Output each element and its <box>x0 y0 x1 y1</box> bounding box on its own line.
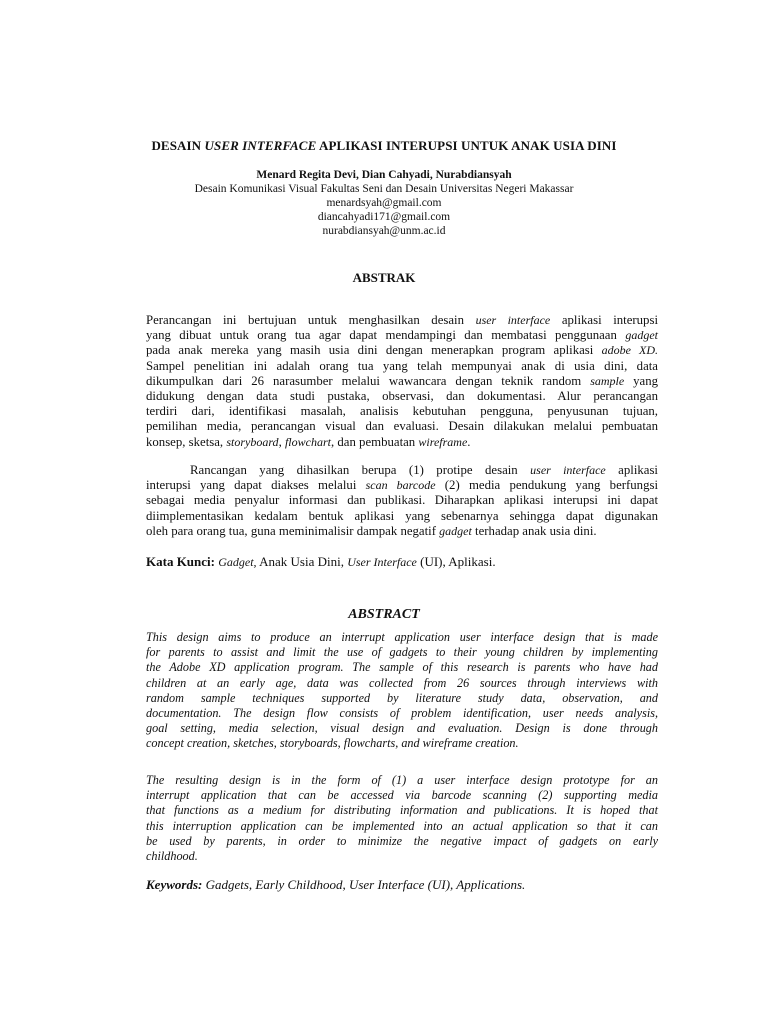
keywords: Keywords: Gadgets, Early Childhood, User Interface (UI), Applications. <box>146 877 526 892</box>
abstrak-heading: ABSTRAK <box>352 270 416 285</box>
abstract-paragraph-1: This design aims to produce an interrupt application user interface design that is made for parents to assist and limit the use of gadgets to their young children by implementing the Adobe XD application program. The sample of this research is parents who have had children at an early age, data was collected from 26 sources through interviews with random sample techniques supported by literature study data, observation, and documentation. The design flow consists of problem identification, user needs analysis, goal setting, media selection, visual design and evaluation. Design is done through concept creation, sketches, storyboards, flowcharts, and wireframe creation. <box>146 630 658 751</box>
abstract-heading: ABSTRACT <box>348 607 420 622</box>
abstract-paragraph-2: The resulting design is in the form of (1) a user interface design prototype for an interrupt application that can be accessed via barcode scanning (2) supporting media that functions as a medium for distributing information and publications. It is hoped that this interruption application can be implemented into an actual application so that it can be used by parents, in order to minimize the negative impact of gadgets on early childhood. <box>146 773 658 864</box>
kata-kunci: Kata Kunci: Gadget, Anak Usia Dini, User Interface (UI), Aplikasi. <box>146 554 496 569</box>
author-email-1[interactable]: menardsyah@gmail.com <box>326 197 442 209</box>
paper-title: DESAIN USER INTERFACE APLIKASI INTERUPSI UNTUK ANAK USIA DINI <box>151 138 617 153</box>
author-names: Menard Regita Devi, Dian Cahyadi, Nurabdiansyah <box>256 169 512 181</box>
author-email-3[interactable]: nurabdiansyah@unm.ac.id <box>322 225 446 237</box>
author-affiliation: Desain Komunikasi Visual Fakultas Seni dan Desain Universitas Negeri Makassar <box>194 183 574 195</box>
abstrak-paragraph-1: Perancangan ini bertujuan untuk menghasilkan desain user interface aplikasi interupsi yang dibuat untuk orang tua agar dapat mendampingi dan membatasi penggunaan gadget pada anak mereka yang masih usia dini dengan menerapkan program aplikasi adobe XD. Sampel penelitian ini adalah orang tua yang telah mempunyai anak di usia dini, data dikumpulkan dari 26 narasumber melalui wawancara dengan teknik random sample yang didukung dengan data studi pustaka, observasi, dan dokumentasi. Alur perancangan terdiri dari, identifikasi masalah, analisis kebutuhan pengguna, penyusunan tujuan, pemilihan media, perancangan visual dan evaluasi. Desain dilakukan melalui pembuatan konsep, sketsa, storyboard, flowchart, dan pembuatan wireframe. <box>146 313 658 449</box>
author-email-2[interactable]: diancahyadi171@gmail.com <box>317 211 451 223</box>
abstrak-paragraph-2: Rancangan yang dihasilkan berupa (1) protipe desain user interface aplikasi interupsi yang dapat diakses melalui scan barcode (2) media pendukung yang berfungsi sebagai media penyalur informasi dan publikasi. Diharapkan aplikasi interupsi ini dapat diimplementasikan kedalam bentuk aplikasi yang sebenarnya sehingga dapat digunakan oleh para orang tua, guna meminimalisir dampak negatif gadget terhadap anak usia dini. <box>146 463 659 538</box>
